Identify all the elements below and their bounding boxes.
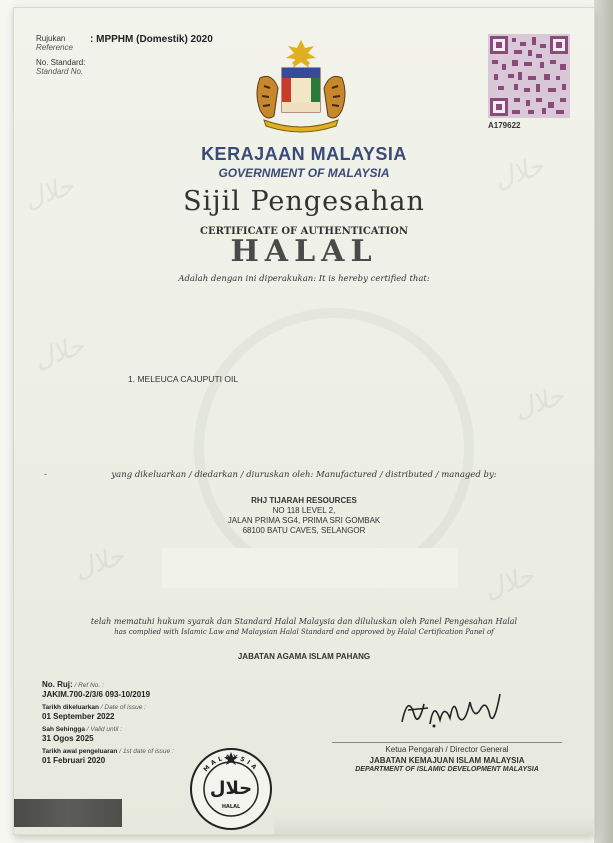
halal-watermark: حلال xyxy=(30,330,88,376)
svg-text:حلال: حلال xyxy=(209,778,253,799)
halal-watermark: حلال xyxy=(490,150,548,196)
signatory-title: Ketua Pengarah / Director General xyxy=(385,745,509,754)
reference-labels xyxy=(36,34,85,76)
compliance-statement xyxy=(14,616,594,638)
director-signature xyxy=(394,684,514,734)
reference-value: : MPPHM (Domestik) 2020 xyxy=(90,34,213,45)
halal-watermark: حلال xyxy=(480,560,538,606)
ref-no-label-en: / Ref No. : xyxy=(74,682,104,689)
halal-title: HALAL xyxy=(230,234,378,269)
coat-of-arms-emblem xyxy=(246,38,356,133)
government-title-en: GOVERNMENT OF MALAYSIA xyxy=(218,166,390,180)
first-issue-block xyxy=(42,747,174,765)
signatory-department-ms: JABATAN KEMAJUAN ISLAM MALAYSIA xyxy=(369,756,525,765)
ref-no-label: No. Ruj: xyxy=(42,680,73,689)
logo-center-text: HALAL xyxy=(221,804,241,810)
sijil-pengesahan-title: Sijil Pengesahan xyxy=(183,186,425,217)
product-item: 1. MELEUCA CAJUPUTI OIL xyxy=(128,374,239,384)
manufacturer-label: yang dikeluarkan / diedarkan / diuruskan oleh: Manufactured / distributed / managed by: xyxy=(111,470,497,480)
reference-label: Reference xyxy=(36,43,73,52)
company-block xyxy=(14,496,594,536)
halal-watermark: حلال xyxy=(510,380,568,426)
qr-code-id: A179622 xyxy=(488,121,521,130)
redacted-area xyxy=(162,548,458,588)
ref-no-value: JAKIM.700-2/3/6 093-10/2019 xyxy=(42,690,151,699)
halal-watermark: حلال xyxy=(70,540,128,586)
redacted-strip xyxy=(14,799,122,827)
background-seal xyxy=(194,308,474,588)
certifying-authority: JABATAN AGAMA ISLAM PAHANG xyxy=(237,652,371,661)
footer-shadow xyxy=(274,816,594,834)
photo-background-right xyxy=(594,0,613,843)
valid-until-label: Sah Sehingga xyxy=(42,726,85,733)
company-address-line: NO 118 LEVEL 2, xyxy=(272,506,336,515)
first-issue-label-en: / 1st date of issue : xyxy=(119,748,174,755)
issue-date-label-en: / Date of issue : xyxy=(100,704,146,711)
government-title-ms: KERAJAAN MALAYSIA xyxy=(201,144,407,164)
signatory-department-en: DEPARTMENT OF ISLAMIC DEVELOPMENT MALAYSIA xyxy=(355,766,539,773)
first-issue-value: 01 Februari 2020 xyxy=(42,756,106,765)
photo-background-left xyxy=(0,0,14,843)
standard-no-label: Standard No. xyxy=(36,67,84,76)
company-name: RHJ TIJARAH RESOURCES xyxy=(251,496,357,505)
dash-mark: - xyxy=(44,469,47,479)
certificate-subtitle: CERTIFICATE OF AUTHENTICATION xyxy=(199,226,408,237)
compliance-ms: telah mematuhi hukum syarak dan Standard Halal Malaysia dan diluluskan oleh Panel Pengesahan Halal xyxy=(90,617,518,626)
valid-until-block xyxy=(42,725,122,743)
company-address-line: JALAN PRIMA SG4, PRIMA SRI GOMBAK xyxy=(227,516,381,525)
ref-no-block xyxy=(42,680,150,699)
issue-date-block xyxy=(42,703,146,721)
issue-date-value: 01 September 2022 xyxy=(42,712,115,721)
valid-until-label-en: / Valid until : xyxy=(86,726,122,733)
signature-line xyxy=(332,742,562,743)
issue-date-label: Tarikh dikeluarkan xyxy=(42,704,99,711)
halal-malaysia-logo xyxy=(188,746,274,832)
certify-statement: Adalah dengan ini diperakukan: It is hereby certified that: xyxy=(178,274,430,284)
halal-watermark: حلال xyxy=(20,170,78,216)
certificate-sheet xyxy=(14,8,594,834)
valid-until-value: 31 Ogos 2025 xyxy=(42,734,94,743)
rujukan-label: Rujukan xyxy=(36,34,66,43)
logo-ring-text: MALAYSIA xyxy=(202,753,260,774)
first-issue-label: Tarikh awal pengeluaran xyxy=(42,748,118,755)
company-address-line: 68100 BATU CAVES, SELANGOR xyxy=(242,526,366,535)
qr-code xyxy=(488,34,570,118)
no-standard-label: No. Standard: xyxy=(36,58,86,67)
compliance-en: has complied with Islamic Law and Malaysian Halal Standard and approved by Halal Certification Panel of xyxy=(114,628,494,636)
